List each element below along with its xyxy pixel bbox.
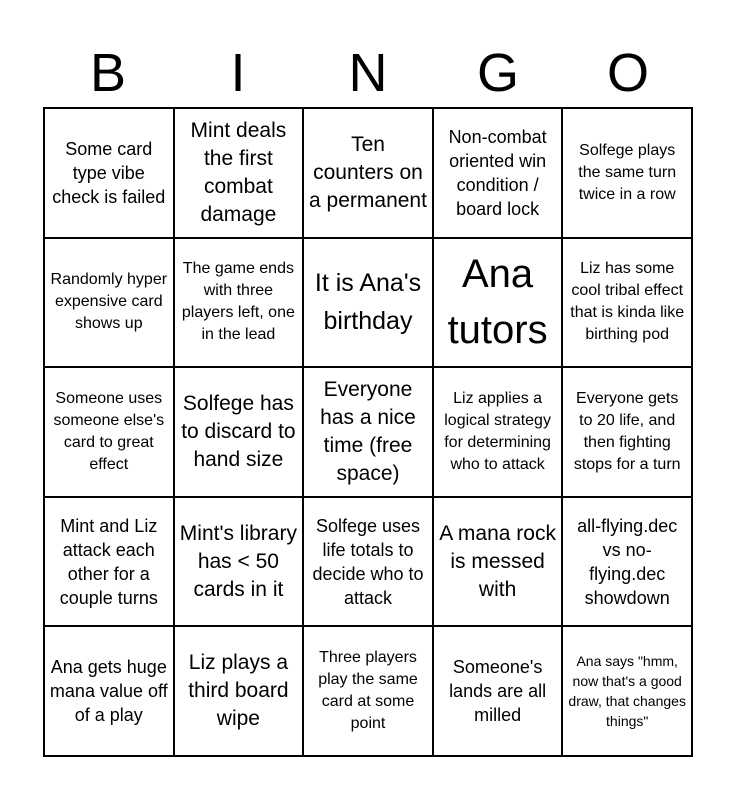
cell-text: Liz plays a third board wipe bbox=[188, 651, 289, 731]
bingo-cell[interactable] bbox=[44, 238, 174, 368]
header-letter-n: N bbox=[348, 43, 388, 103]
bingo-cell[interactable] bbox=[433, 367, 563, 497]
cell-text: Ana says "hmm, now that's a good draw, that changes things" bbox=[568, 653, 686, 730]
bingo-cell[interactable] bbox=[44, 626, 174, 756]
header-letter-i: I bbox=[230, 43, 246, 103]
cell-text: Someone uses someone else's card to great effect bbox=[53, 389, 165, 473]
bingo-cell[interactable] bbox=[44, 108, 174, 238]
cell-text: Mint and Liz attack each other for a couple turns bbox=[59, 515, 158, 608]
cell-text: It is Ana's birthday bbox=[314, 269, 422, 336]
cell-text: Mint's library has < 50 cards in it bbox=[179, 521, 297, 601]
cell-text: Everyone has a nice time (free space) bbox=[320, 377, 416, 485]
bingo-cell[interactable] bbox=[433, 626, 563, 756]
bingo-cell[interactable] bbox=[562, 497, 692, 627]
cell-text: all-flying.dec vs no-flying.dec showdown bbox=[577, 515, 678, 608]
bingo-cell[interactable] bbox=[174, 238, 304, 368]
cell-text: Solfege has to discard to hand size bbox=[181, 391, 296, 471]
bingo-cell[interactable] bbox=[303, 238, 433, 368]
cell-text: Three players play the same card at some point bbox=[318, 649, 418, 733]
cell-text: A mana rock is messed with bbox=[439, 521, 556, 601]
bingo-cell[interactable] bbox=[433, 108, 563, 238]
header-letter-o: O bbox=[606, 43, 649, 103]
bingo-header bbox=[43, 38, 693, 108]
bingo-cell[interactable] bbox=[562, 626, 692, 756]
cell-text: Ana tutors bbox=[447, 252, 548, 353]
bingo-cell[interactable] bbox=[174, 497, 304, 627]
bingo-cell[interactable] bbox=[303, 108, 433, 238]
bingo-cell-free-space[interactable] bbox=[303, 367, 433, 497]
bingo-cell[interactable] bbox=[562, 238, 692, 368]
bingo-cell[interactable] bbox=[433, 497, 563, 627]
bingo-cell[interactable] bbox=[44, 497, 174, 627]
cell-text: Solfege uses life totals to decide who to attack bbox=[312, 515, 424, 608]
cell-text: Ana gets huge mana value off of a play bbox=[49, 657, 168, 726]
header-letter-b: B bbox=[89, 43, 127, 103]
cell-text: Liz applies a logical strategy for determining who to attack bbox=[444, 389, 551, 473]
cell-text: Someone's lands are all milled bbox=[449, 657, 547, 726]
bingo-cell[interactable] bbox=[303, 626, 433, 756]
cell-text: The game ends with three players left, one in the lead bbox=[181, 260, 295, 344]
bingo-grid bbox=[43, 107, 693, 757]
cell-text: Non-combat oriented win condition / board lock bbox=[448, 126, 547, 219]
cell-text: Everyone gets to 20 life, and then fighting stops for a turn bbox=[573, 389, 681, 473]
cell-text: Some card type vibe check is failed bbox=[52, 138, 166, 207]
bingo-cell[interactable] bbox=[433, 238, 563, 368]
bingo-cell[interactable] bbox=[44, 367, 174, 497]
bingo-cell[interactable] bbox=[562, 108, 692, 238]
cell-text: Mint deals the first combat damage bbox=[190, 118, 287, 226]
cell-text: Randomly hyper expensive card shows up bbox=[50, 271, 168, 333]
bingo-cell[interactable] bbox=[303, 497, 433, 627]
cell-text: Liz has some cool tribal effect that is kinda like birthing pod bbox=[570, 260, 685, 344]
bingo-cell[interactable] bbox=[174, 626, 304, 756]
cell-text: Solfege plays the same turn twice in a row bbox=[578, 141, 677, 203]
bingo-cell[interactable] bbox=[562, 367, 692, 497]
cell-text: Ten counters on a permanent bbox=[309, 132, 427, 212]
header-letter-g: G bbox=[476, 43, 519, 103]
bingo-cell[interactable] bbox=[174, 108, 304, 238]
bingo-cell[interactable] bbox=[174, 367, 304, 497]
